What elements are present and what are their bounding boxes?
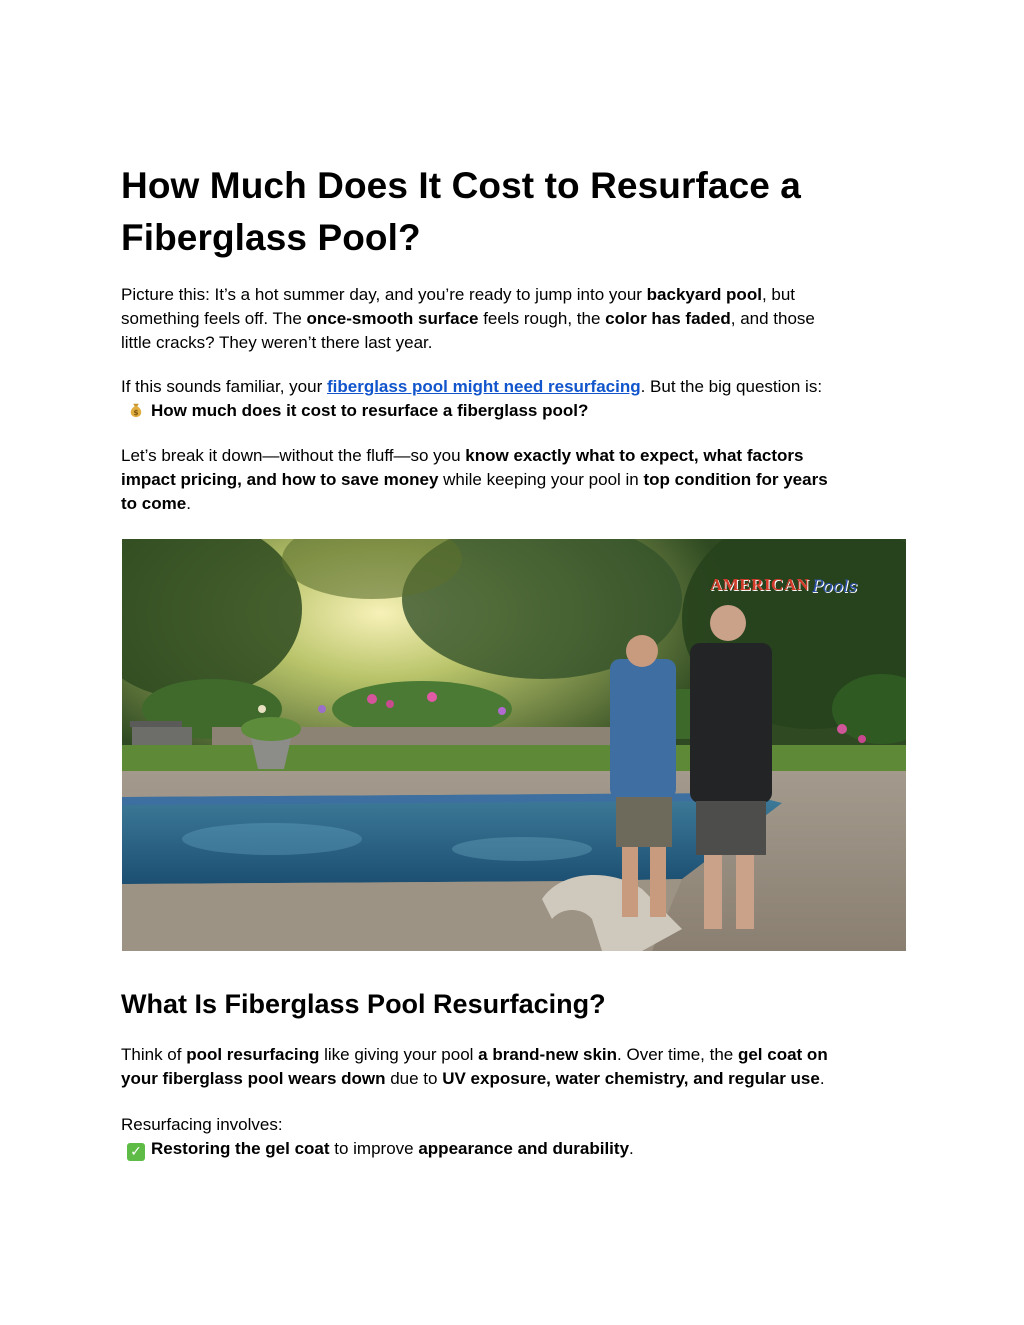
intro-text: something feels off. The (121, 309, 307, 328)
bold-text: backyard pool (646, 285, 762, 304)
body-text: due to (385, 1069, 443, 1088)
bold-text: appearance and durability (418, 1139, 630, 1158)
bold-text: pool resurfacing (186, 1045, 320, 1064)
body-text: like giving your pool (319, 1045, 479, 1064)
bold-text: Restoring the gel coat (151, 1139, 330, 1158)
body-text: Resurfacing involves: (121, 1115, 283, 1134)
breakdown-text: . (186, 494, 191, 513)
bold-text: gel coat on (737, 1045, 828, 1064)
bold-text: to come (121, 494, 187, 513)
check-mark-icon: ✓ (127, 1143, 145, 1161)
question-text: . But the big question is: (640, 377, 823, 396)
bold-text: your fiberglass pool wears down (121, 1069, 386, 1088)
section-heading: What Is Fiberglass Pool Resurfacing? (121, 989, 606, 1019)
bold-text: impact pricing, and how to save money (121, 470, 439, 489)
intro-paragraph (121, 283, 906, 355)
svg-text:$: $ (133, 407, 139, 417)
intro-text: , but (761, 285, 796, 304)
pool-scene-illustration (122, 539, 906, 951)
intro-text: Picture this: It’s a hot summer day, and you’re ready to jump into your (121, 285, 647, 304)
money-bag-icon (127, 401, 145, 419)
bold-text: know exactly what to expect, what factors (465, 446, 804, 465)
intro-text: , and those (730, 309, 815, 328)
body-text: to improve (329, 1139, 419, 1158)
question-paragraph (121, 375, 906, 423)
page-title: How Much Does It Cost to Resurface a Fiberglass Pool? (121, 165, 801, 258)
body-text: . (819, 1069, 825, 1088)
breakdown-paragraph (121, 444, 906, 516)
intro-text: feels rough, the (478, 309, 606, 328)
body-text: Think of (121, 1045, 187, 1064)
bold-text: UV exposure, water chemistry, and regular use (442, 1069, 820, 1088)
question-text: If this sounds familiar, your (121, 377, 327, 396)
breakdown-text: while keeping your pool in (438, 470, 644, 489)
body-text: . Over time, the (617, 1045, 738, 1064)
bold-text: a brand-new skin (478, 1045, 618, 1064)
resurfacing-link[interactable]: fiberglass pool might need resurfacing (326, 377, 641, 396)
involves-paragraph (121, 1113, 906, 1161)
question-bold: How much does it cost to resurface a fiberglass pool? (151, 401, 589, 420)
american-pools-logo: AMERICAN (710, 575, 810, 594)
resurfacing-paragraph (121, 1043, 906, 1091)
logo-script-text: Pools (812, 577, 858, 597)
bold-text: once-smooth surface (306, 309, 479, 328)
intro-text: little cracks? They weren’t there last year. (121, 333, 433, 352)
pool-photo (122, 539, 906, 951)
breakdown-text: Let’s break it down—without the fluff—so you (121, 446, 466, 465)
body-text: . (629, 1139, 634, 1158)
bold-text: color has faded (605, 309, 731, 328)
bold-text: top condition for years (643, 470, 828, 489)
